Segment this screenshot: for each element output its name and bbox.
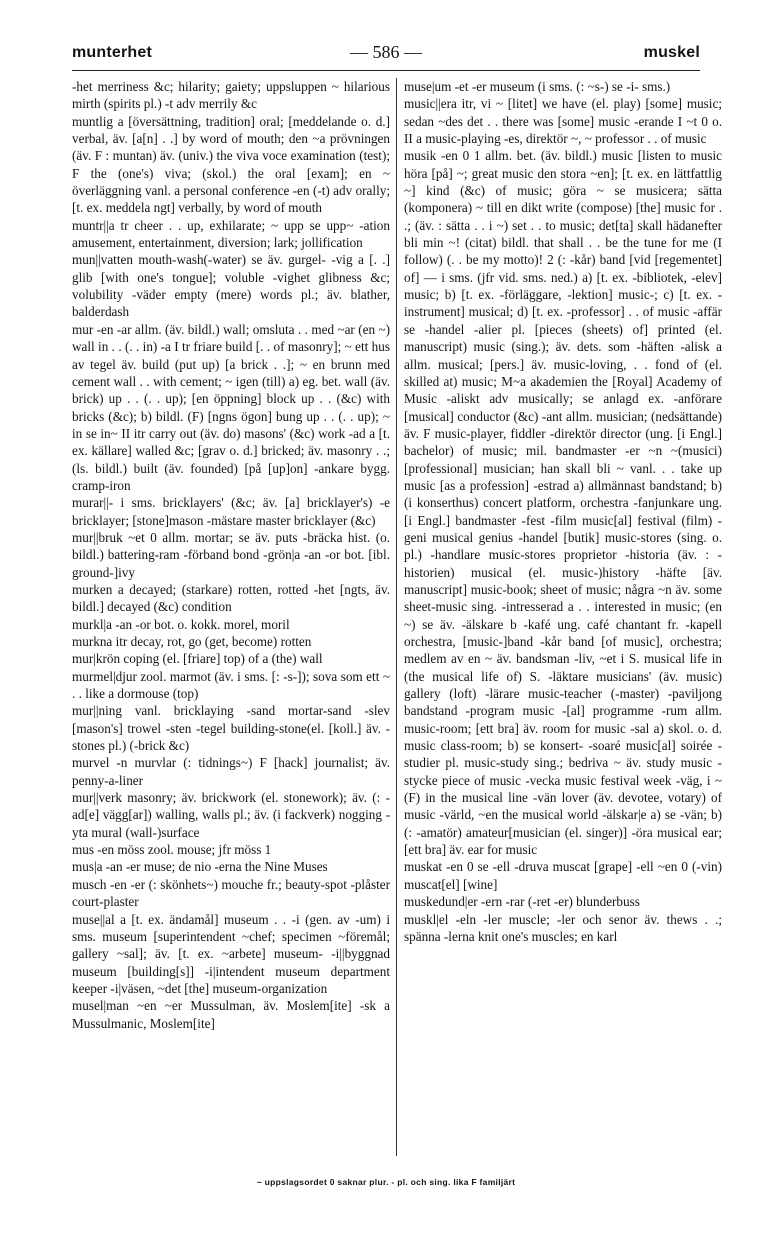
dictionary-entry: musel|man ~en ~er Mussulman, äv. Moslem[ite] -sk a Mussulmanic, Moslem[ite]	[72, 998, 390, 1031]
page-number: — 586 —	[350, 42, 422, 62]
dictionary-entry: mur -en -ar allm. (äv. bildl.) wall; omsluta . . med ~ar (en ~) wall in . . (. . in) -a I tr friare build [. . of masonry]; ~ ett hus av tegel äv. build (put up) [a brick . .]; ~ en brunn med cement wall . . with cement; ~ igen (till) a) eg. bet. wall (äv. brick) up . . (. . up); [en öppning] block up . . (&c) with bricks (&c); b) bildl. (F) [ngns ögon] bung up . . (. . up); ~ in se in~ II itr carry out (äv. do) masons' (&c) work -ad a [t. ex. källare] walled &c; [grav o. d.] bricked; äv. masonry . .; (ls. bildl.) built (äv. founded) [på [up]on] -ankare bygg. cramp-iron	[72, 321, 390, 493]
column-divider	[396, 78, 397, 1156]
dictionary-entry: -het merriness &c; hilarity; gaiety; uppsluppen ~ hilarious mirth (spirits pl.) -t adv merrily &c	[72, 79, 390, 112]
dictionary-entry: mur||ning vanl. bricklaying -sand mortar-sand -slev [mason's] trowel -sten -tegel building-stone(el. [koll.] äv. -stones pl.) (-brick &c)	[72, 703, 390, 754]
dictionary-entry: murvel -n murvlar (: tidnings~) F [hack] journalist; äv. penny-a-liner	[72, 755, 390, 788]
dictionary-entry: muse||al a [t. ex. ändamål] museum . . -i (gen. av -um) i sms. museum [superintendent ~chef; specimen ~föremål; gallery ~sal]; äv. [t. ex. ~arbete] museum- -i||byggnad museum [building[s]] -i|intendent museum department keeper -i|väsen, ~det [the] museum-organization	[72, 911, 390, 996]
dictionary-entry: mur||verk masonry; äv. brickwork (el. stonework); äv. (: -ad[e] vägg[ar]) walling, walls pl.; äv. (i fackverk) nogging -yta mural (wall-)surface	[72, 790, 390, 840]
right-running-headword: muskel	[643, 44, 700, 61]
page-header	[72, 38, 700, 68]
dictionary-entry: murken a decayed; (starkare) rotten, rotted -het [ngts, äv. bildl.] decayed (&c) condition	[72, 581, 390, 615]
dictionary-entry: murkna itr decay, rot, go (get, become) rotten	[72, 634, 312, 649]
left-column	[72, 78, 390, 1158]
dictionary-entry: muntr||a tr cheer . . up, exhilarate; ~ upp se upp~ -ation amusement, entertainment, diversion; lark; jollification	[72, 217, 390, 251]
dictionary-entry: mus|a -an -er muse; de nio -erna the Nine Muses	[72, 859, 328, 875]
dictionary-entry: murkl|a -an -or bot. o. kokk. morel, moril	[72, 616, 290, 632]
dictionary-entry: murar||- i sms. bricklayers' (&c; äv. [a] bricklayer's) -e bricklayer; [stone]mason -mästare master bricklayer (&c)	[72, 495, 390, 528]
dictionary-entry: mur|krön coping (el. [friare] top) of a (the) wall	[72, 651, 323, 667]
left-running-headword: munterhet	[72, 44, 153, 61]
dictionary-entry: muskat -en 0 se -ell -druva muscat [grape] -ell ~en 0 (-vin) muscat[el] [wine]	[404, 859, 722, 892]
dictionary-entry: mus -en möss zool. mouse; jfr möss 1	[72, 842, 272, 858]
dictionary-entry: muse|um -et -er museum (i sms. (: ~s-) se -i- sms.)	[404, 79, 671, 94]
abbreviation-legend: ~ uppslagsordet 0 saknar plur. - pl. och sing. lika F familjärt	[256, 1177, 516, 1187]
dictionary-entry: muntlig a [översättning, tradition] oral; [meddelande o. d.] verbal, äv. [a[n] . .] by word of mouth; den ~a prövningen (äv. F : muntan) äv. (univ.) the viva voce examination (test); F the (one's) viva; (skol.) the oral [exam]; en ~ överläggning vanl. a personal conference -en (-t) adv orally; [t. ex. meddela ngt] verbally, by word of mouth	[72, 113, 390, 216]
right-column	[404, 78, 722, 1158]
dictionary-entry: musik -en 0 1 allm. bet. (äv. bildl.) music [listen to music höra [på] ~; great music den stora ~en]; [t. ex. en lättfattlig ~] kind (&c) of music; göra ~ se musicera; sätta (komponera) ~ till en dikt write (compose) [the] music for . .; (äv. : sätta . . i ~) set . . to music; det[ta] skall hädanefter bli min ~! (citat) bildl. that shall . . be the tune for me (I follow) (. . be my motto)! 2 (: -kår) band [vid [regementet] of] — i sms. (jfr vid. sms. ned.) a) [t. ex. -bibliotek, -elev] music; b) [t. ex. -förläggare, -lektion] music-; c) [t. ex. -instrument] musical; d) [t. ex. -professor] . . of music -affär se -handel -alier pl. [pieces (sheets) of] printed (el. manuscript) music (sing.); äv. dets. som -häften -alisk a allm. musical; [pers.] äv. music-loving, . . fond of (el. skilled at) music; M~a akademien the [Royal] Academy of Music -aliskt adv musically; se anlagd ex. -anförare [musical] conductor (&c) -ant allm. musician; (nedsättande) äv. F music-player, fiddler -direktör director (ung. [i Engl.] bachelor) of music; mil. bandmaster -er ~n ~(musici) [professional] musician; han skall bli ~ vanl. . . take up music [as a profession] -estrad a) allmännast bandstand; b) (i konserthus) concert platform, orchestra -fanjunkare ung. [i Engl.] bandmaster -fest -film music[al] festival (film) -geni musical genius -handel [butik] music-stores (sing. o. pl.) -handlare music-stores proprietor -historia (äv. : -historien) musical (el. music-)history -häfte [äv. manuscript] music-book; sheet of music; några ~n äv. some sheet-music sing. -intresserad a . . interested in music; (en ~) se äv. -älskare b -kafé ung. café chantant fr. -kapell orchestra, [music-]band -kår band [of music], orchestra; medlem av en ~ äv. bandsman -liv, ~et i S. musical life in (the musical life of) S. -läktare musicians' (äv. music) gallery (loft) -lärare music-teacher (-master) -paviljong bandstand -program music -[al] programme -rum allm. music-room; [ett bra] äv. room for music -sal a) skol. o. d. music class-room; b) se konsert- -soaré music[al] soirée -studier pl. music-study sing.; bedriva ~ äv. study music -stycke piece of music -vecka music festival week -väg, i ~ (F) in the musical line -vän lover (äv. devotee, votary) of music -värld, ~en the musical world -älskar|e a) se -vän; b) (: -amatör) amateur[musician (el. singer)] -öra musical ear; [ett bra] äv. ear for music	[404, 148, 722, 858]
dictionary-entry: mur||bruk ~et 0 allm. mortar; se äv. puts -bräcka hist. (o. bildl.) battering-ram -förband bond -grön|a -an -or bot. [ibl. ground-]ivy	[72, 529, 390, 580]
dictionary-entry: music||era itr, vi ~ [litet] we have (el. play) [some] music; sedan ~des det . . there was [some] music -erande I ~t 0 o. II a music-playing -es, direktör ~, ~ professor . . of music	[404, 96, 722, 147]
dictionary-entry: murmel|djur zool. marmot (äv. i sms. [: -s-]); sova som ett ~ . . like a dormouse (top)	[72, 668, 390, 702]
dictionary-entry: mun||vatten mouth-wash(-water) se äv. gurgel- -vig a [. .] glib [with one's tongue]; voluble -vighet glibness &c; volubility -väder empty (mere) words pl.; äv. blather, balderdash	[72, 252, 390, 320]
header-rule	[72, 70, 700, 71]
dictionary-entry: musch -en -er (: skönhets~) mouche fr.; beauty-spot -plåster court-plaster	[72, 876, 390, 910]
dictionary-entry: muskl|el -eln -ler muscle; -ler och senor äv. thews . .; spänna -lerna knit one's muscles; en karl	[404, 911, 722, 944]
dictionary-entry: muskedund|er -ern -rar (-ret -er) blunderbuss	[404, 894, 640, 910]
